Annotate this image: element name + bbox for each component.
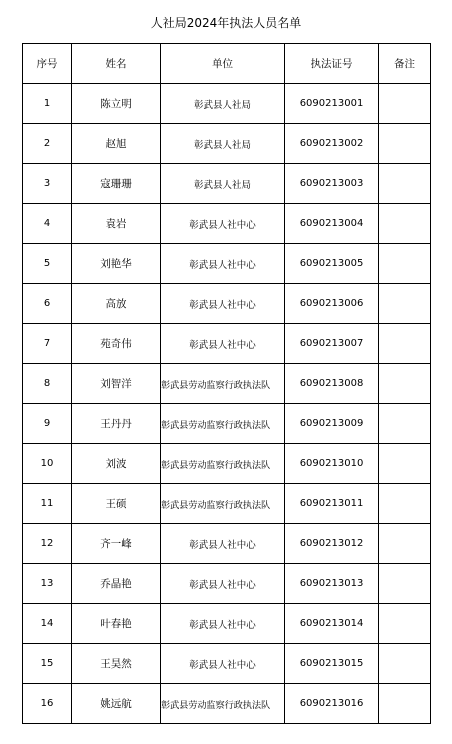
cell-name: 王昊然 xyxy=(72,644,161,684)
cell-name: 王硕 xyxy=(72,484,161,524)
table-row xyxy=(23,604,431,644)
table-row xyxy=(23,364,431,404)
cell-unit: 彰武县人社中心 xyxy=(161,324,285,364)
cell-note xyxy=(379,484,431,524)
table-row xyxy=(23,124,431,164)
cell-note xyxy=(379,564,431,604)
cell-unit: 彰武县人社中心 xyxy=(161,644,285,684)
cell-name: 刘波 xyxy=(72,444,161,484)
cell-name: 王丹丹 xyxy=(72,404,161,444)
table-row xyxy=(23,564,431,604)
header-cert: 执法证号 xyxy=(285,44,379,84)
cell-name: 高放 xyxy=(72,284,161,324)
cell-seq: 3 xyxy=(23,164,72,204)
cell-name: 赵旭 xyxy=(72,124,161,164)
cell-note xyxy=(379,124,431,164)
table-row xyxy=(23,84,431,124)
personnel-table xyxy=(22,43,431,724)
cell-cert: 6090213006 xyxy=(285,284,379,324)
cell-unit: 彰武县人社中心 xyxy=(161,284,285,324)
cell-unit: 彰武县劳动监察行政执法队 xyxy=(161,364,285,404)
cell-cert: 6090213014 xyxy=(285,604,379,644)
cell-note xyxy=(379,404,431,444)
cell-name: 刘智洋 xyxy=(72,364,161,404)
cell-note xyxy=(379,164,431,204)
cell-cert: 6090213001 xyxy=(285,84,379,124)
cell-seq: 10 xyxy=(23,444,72,484)
cell-note xyxy=(379,644,431,684)
cell-note xyxy=(379,684,431,724)
cell-name: 寇珊珊 xyxy=(72,164,161,204)
cell-seq: 12 xyxy=(23,524,72,564)
cell-note xyxy=(379,444,431,484)
cell-unit: 彰武县人社局 xyxy=(161,84,285,124)
cell-seq: 15 xyxy=(23,644,72,684)
cell-note xyxy=(379,364,431,404)
cell-note xyxy=(379,324,431,364)
cell-unit: 彰武县人社局 xyxy=(161,164,285,204)
cell-seq: 14 xyxy=(23,604,72,644)
cell-seq: 16 xyxy=(23,684,72,724)
cell-name: 苑奇伟 xyxy=(72,324,161,364)
table-row xyxy=(23,164,431,204)
header-seq: 序号 xyxy=(23,44,72,84)
cell-note xyxy=(379,284,431,324)
cell-name: 叶春艳 xyxy=(72,604,161,644)
cell-seq: 1 xyxy=(23,84,72,124)
cell-seq: 7 xyxy=(23,324,72,364)
cell-cert: 6090213002 xyxy=(285,124,379,164)
table-row xyxy=(23,684,431,724)
cell-cert: 6090213015 xyxy=(285,644,379,684)
cell-note xyxy=(379,84,431,124)
cell-cert: 6090213010 xyxy=(285,444,379,484)
cell-seq: 6 xyxy=(23,284,72,324)
cell-unit: 彰武县人社局 xyxy=(161,124,285,164)
cell-note xyxy=(379,204,431,244)
cell-seq: 13 xyxy=(23,564,72,604)
cell-seq: 8 xyxy=(23,364,72,404)
cell-name: 刘艳华 xyxy=(72,244,161,284)
table-row xyxy=(23,284,431,324)
table-row xyxy=(23,644,431,684)
cell-seq: 2 xyxy=(23,124,72,164)
cell-name: 袁岩 xyxy=(72,204,161,244)
table-row xyxy=(23,404,431,444)
header-note: 备注 xyxy=(379,44,431,84)
cell-unit: 彰武县人社中心 xyxy=(161,244,285,284)
header-name: 姓名 xyxy=(72,44,161,84)
table-row xyxy=(23,524,431,564)
table-row xyxy=(23,444,431,484)
table-row xyxy=(23,204,431,244)
cell-cert: 6090213011 xyxy=(285,484,379,524)
cell-unit: 彰武县人社中心 xyxy=(161,524,285,564)
cell-name: 姚远航 xyxy=(72,684,161,724)
table-row xyxy=(23,484,431,524)
cell-note xyxy=(379,244,431,284)
header-unit: 单位 xyxy=(161,44,285,84)
cell-cert: 6090213005 xyxy=(285,244,379,284)
table-row xyxy=(23,324,431,364)
table-row xyxy=(23,244,431,284)
cell-unit: 彰武县人社中心 xyxy=(161,604,285,644)
cell-name: 乔晶艳 xyxy=(72,564,161,604)
cell-seq: 5 xyxy=(23,244,72,284)
cell-cert: 6090213007 xyxy=(285,324,379,364)
cell-unit: 彰武县劳动监察行政执法队 xyxy=(161,404,285,444)
document-title: 人社局2024年执法人员名单 xyxy=(150,16,302,30)
cell-unit: 彰武县人社中心 xyxy=(161,564,285,604)
cell-unit: 彰武县劳动监察行政执法队 xyxy=(161,684,285,724)
cell-seq: 9 xyxy=(23,404,72,444)
cell-cert: 6090213009 xyxy=(285,404,379,444)
cell-cert: 6090213013 xyxy=(285,564,379,604)
cell-note xyxy=(379,524,431,564)
cell-cert: 6090213003 xyxy=(285,164,379,204)
cell-seq: 11 xyxy=(23,484,72,524)
cell-unit: 彰武县劳动监察行政执法队 xyxy=(161,484,285,524)
cell-cert: 6090213008 xyxy=(285,364,379,404)
cell-unit: 彰武县劳动监察行政执法队 xyxy=(161,444,285,484)
cell-cert: 6090213012 xyxy=(285,524,379,564)
cell-name: 齐一峰 xyxy=(72,524,161,564)
cell-note xyxy=(379,604,431,644)
cell-unit: 彰武县人社中心 xyxy=(161,204,285,244)
cell-cert: 6090213016 xyxy=(285,684,379,724)
cell-cert: 6090213004 xyxy=(285,204,379,244)
cell-name: 陈立明 xyxy=(72,84,161,124)
cell-seq: 4 xyxy=(23,204,72,244)
table-header-row xyxy=(23,44,431,84)
